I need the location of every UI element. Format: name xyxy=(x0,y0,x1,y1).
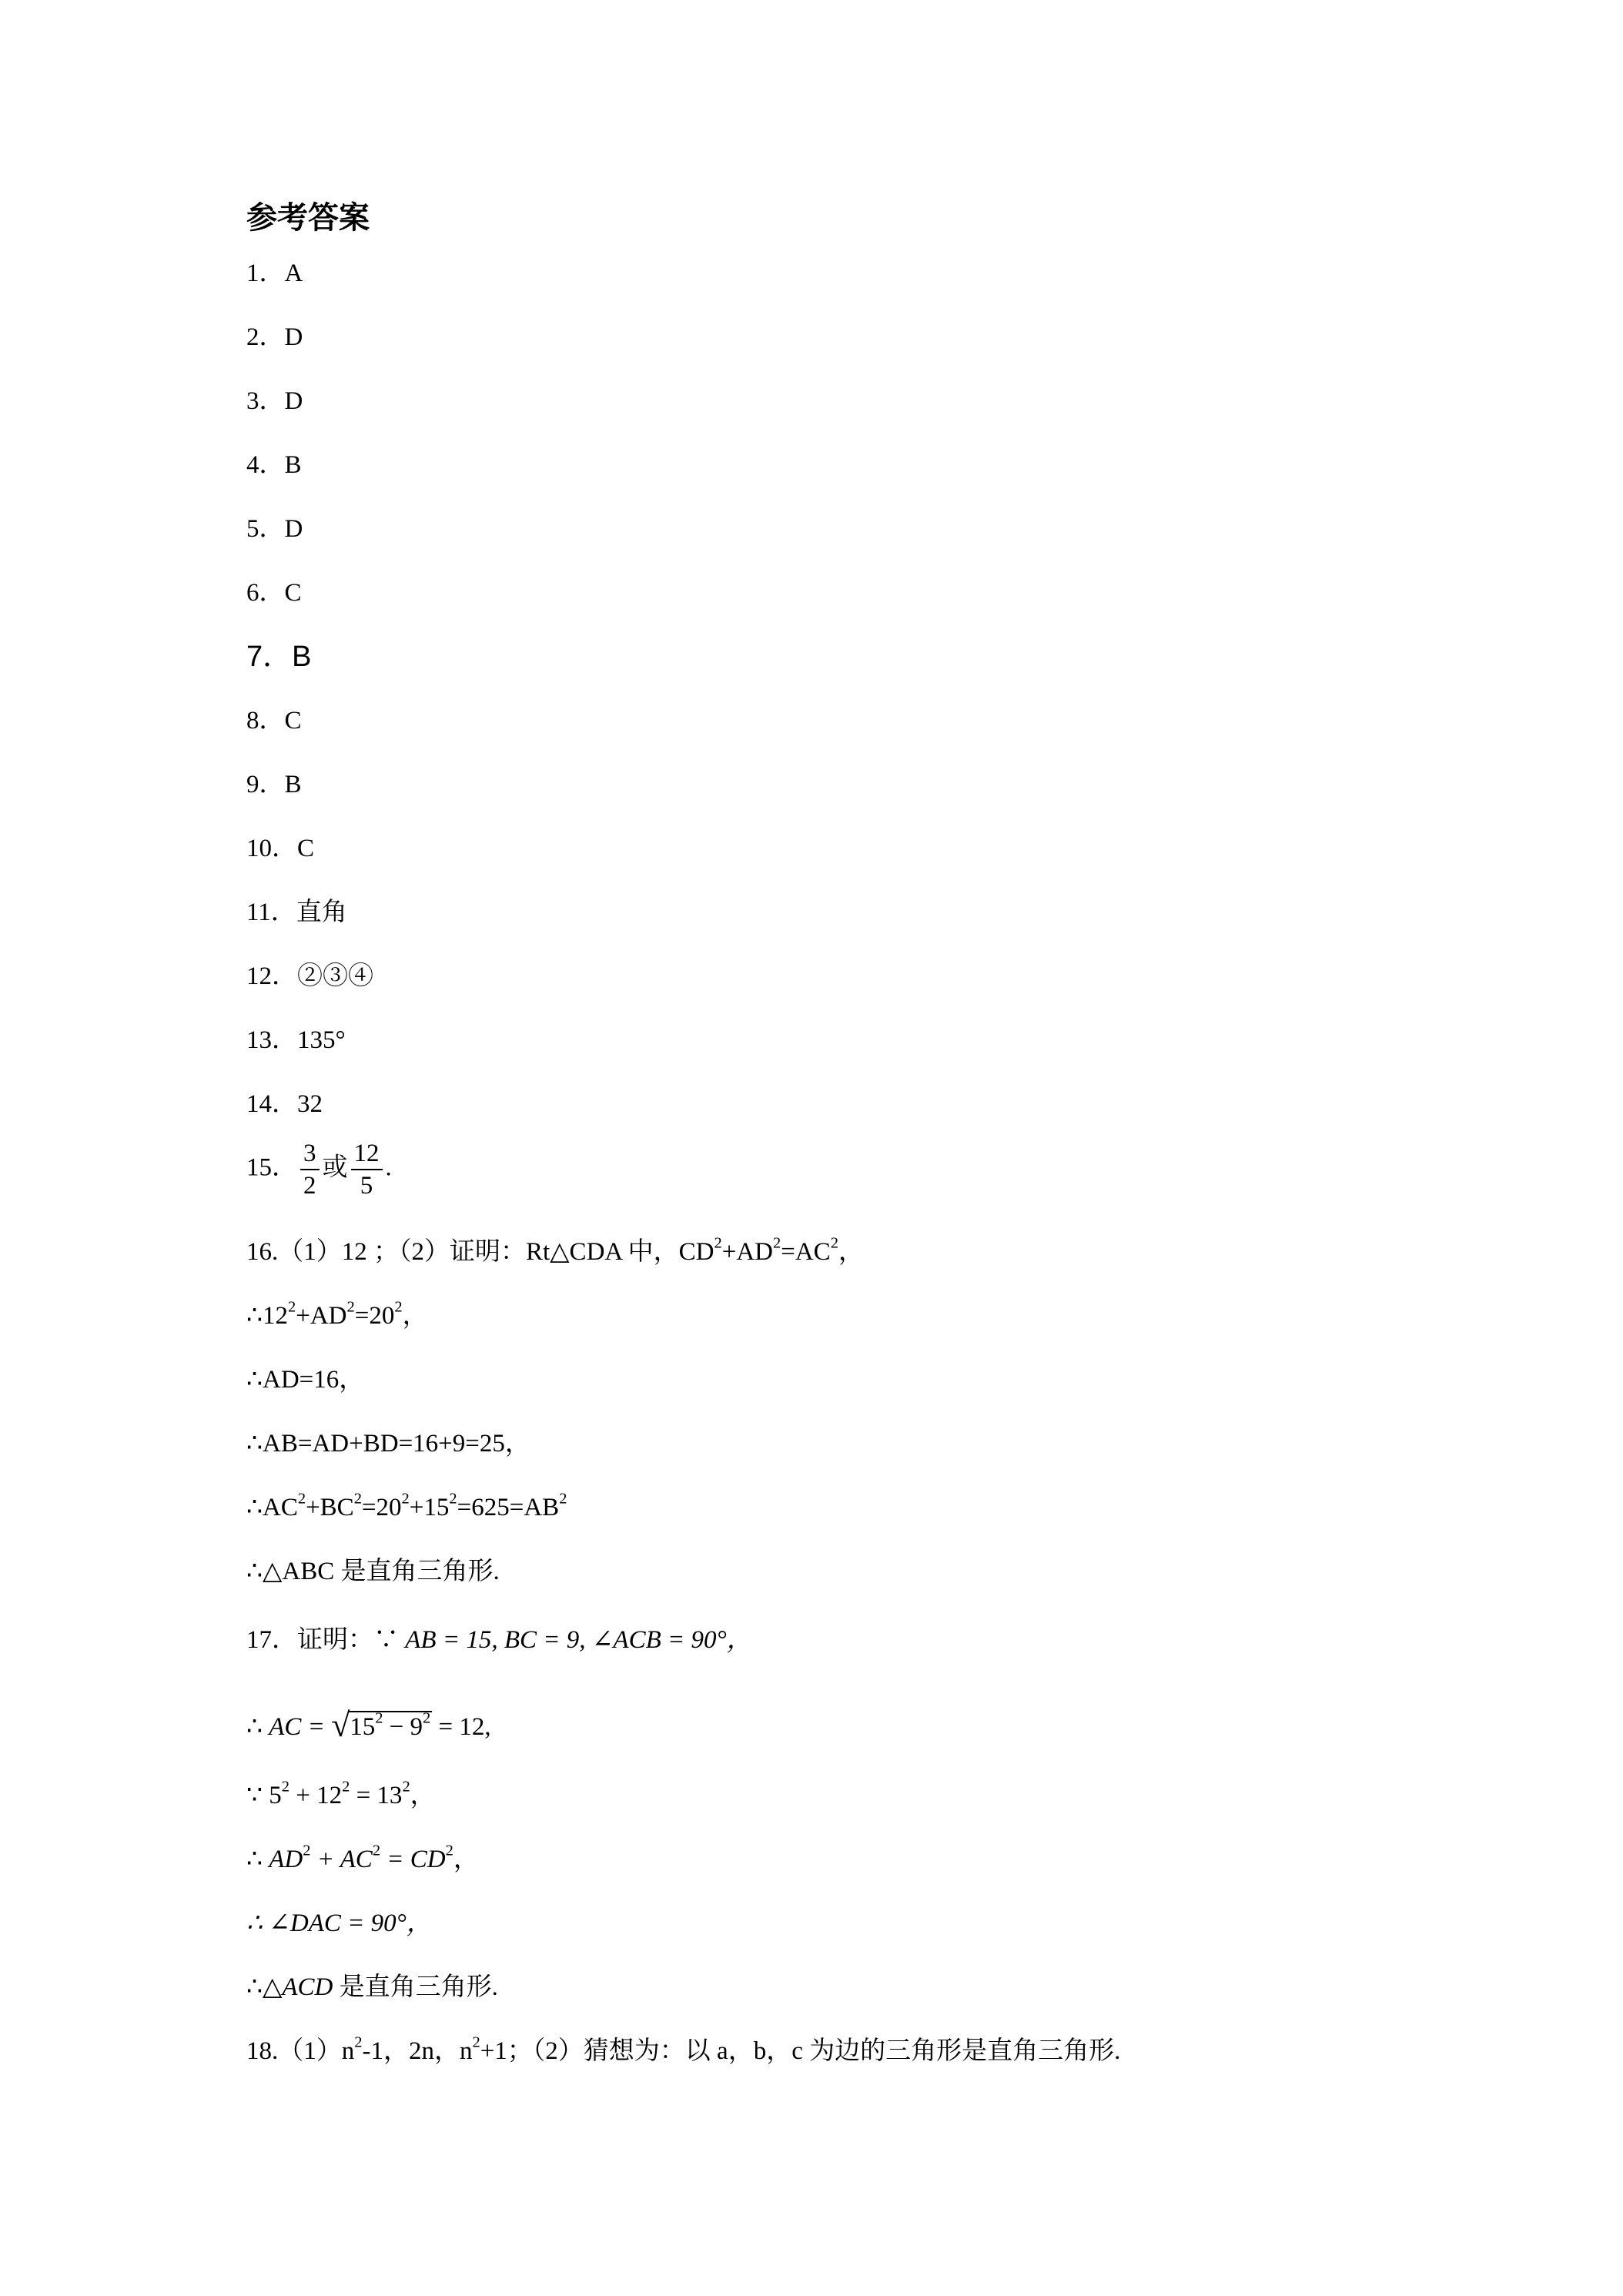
fraction-1-numerator: 3 xyxy=(300,1138,320,1170)
superscript: 2 xyxy=(559,1490,567,1508)
superscript: 2 xyxy=(342,1778,350,1796)
answer-17-line-2 xyxy=(246,1706,491,1744)
q17-text: 17．证明：∵ xyxy=(246,1626,399,1654)
therefore-symbol: ∴ xyxy=(246,1713,263,1741)
answer-16-line-1 xyxy=(246,1234,864,1267)
radicand-a: 15 xyxy=(350,1713,376,1741)
superscript: 2 xyxy=(830,1234,838,1252)
superscript: 2 xyxy=(281,1778,289,1796)
answer-2: 2．D xyxy=(246,323,303,351)
q16-text: ， xyxy=(838,1238,864,1266)
q16-text: =20 xyxy=(354,1302,395,1330)
q16-text: +AD xyxy=(721,1238,774,1266)
answer-16-line-2 xyxy=(246,1300,428,1331)
q16-text: =625=AB xyxy=(457,1494,560,1521)
superscript: 2 xyxy=(472,2033,480,2051)
answer-6: 6．C xyxy=(246,579,302,607)
radicand-b: − 9 xyxy=(383,1713,423,1741)
superscript: 2 xyxy=(288,1298,296,1316)
superscript: 2 xyxy=(401,1490,410,1508)
q17-text: ， xyxy=(453,1846,479,1873)
q18-text: -1，2n，n xyxy=(362,2037,473,2065)
q16-text: +BC xyxy=(306,1494,354,1521)
q17-math: + AC xyxy=(310,1846,373,1873)
fraction-2 xyxy=(351,1138,383,1201)
superscript: 2 xyxy=(353,1490,362,1508)
superscript: 2 xyxy=(423,1709,431,1727)
q17-text: 是直角三角形. xyxy=(333,1973,498,2001)
answer-17-line-6 xyxy=(246,1972,498,2003)
q17-math: AD xyxy=(269,1846,303,1873)
superscript: 2 xyxy=(394,1298,403,1316)
answer-15 xyxy=(246,1138,392,1201)
answer-17-line-1 xyxy=(246,1625,752,1655)
answer-16-line-6: ∴△ABC 是直角三角形. xyxy=(246,1558,500,1585)
answer-17-line-4 xyxy=(246,1844,479,1875)
q17-math: AC = xyxy=(269,1713,325,1741)
q18-text: +1；（2）猜想为：以 a，b，c 为边的三角形是直角三角形. xyxy=(480,2037,1121,2065)
q16-text: ∴12 xyxy=(246,1302,288,1330)
q16-text: =AC xyxy=(781,1238,831,1266)
answer-17-line-5: ∴ ∠DAC = 90°， xyxy=(246,1909,432,1937)
radicand xyxy=(348,1711,432,1742)
superscript: 2 xyxy=(714,1234,722,1252)
q16-text: 16.（1）12 ；（2）证明：Rt△CDA 中，CD xyxy=(246,1238,714,1266)
answer-12: 12．②③④ xyxy=(246,962,373,990)
q16-text: +AD xyxy=(296,1302,347,1330)
answer-16-line-5 xyxy=(246,1492,567,1523)
answer-7: 7．B xyxy=(246,641,312,673)
answer-14: 14．32 xyxy=(246,1090,323,1118)
fraction-1 xyxy=(300,1138,320,1201)
superscript: 2 xyxy=(297,1490,306,1508)
superscript: 2 xyxy=(354,2033,363,2051)
answer-5: 5．D xyxy=(246,515,303,543)
q17-math: = 12, xyxy=(432,1713,491,1741)
answer-17-line-3 xyxy=(246,1780,436,1811)
answer-1: 1．A xyxy=(246,259,303,287)
superscript: 2 xyxy=(303,1842,311,1859)
answer-8: 8．C xyxy=(246,707,302,735)
answer-18 xyxy=(246,2033,1121,2067)
answer-16-line-3: ∴AD=16， xyxy=(246,1366,365,1394)
q18-text: 18.（1）n xyxy=(246,2037,355,2065)
fraction-1-denominator: 2 xyxy=(303,1172,316,1200)
q17-math: ACD xyxy=(282,1973,333,2001)
q16-text: ， xyxy=(402,1302,428,1330)
answer-15-suffix: . xyxy=(385,1153,392,1182)
q17-math: = CD xyxy=(380,1846,446,1873)
answer-11: 11．直角 xyxy=(246,899,347,926)
fraction-2-numerator: 12 xyxy=(351,1138,383,1170)
square-root xyxy=(331,1706,432,1744)
answer-10: 10．C xyxy=(246,835,315,862)
q17-text: ∵ 5 xyxy=(246,1782,282,1809)
page-title: 参考答案 xyxy=(246,200,370,236)
superscript: 2 xyxy=(402,1778,410,1796)
superscript: 2 xyxy=(346,1298,355,1316)
q17-text: ∴△ xyxy=(246,1973,283,2001)
answer-3: 3．D xyxy=(246,387,303,415)
answer-15-prefix: 15． xyxy=(246,1153,297,1182)
q17-text: = 13 xyxy=(350,1782,403,1809)
superscript: 2 xyxy=(372,1842,381,1859)
q17-text: ∴ xyxy=(246,1846,269,1873)
answer-9: 9．B xyxy=(246,771,302,798)
q16-text: =20 xyxy=(361,1494,402,1521)
superscript: 2 xyxy=(773,1234,781,1252)
superscript: 2 xyxy=(445,1842,453,1859)
q16-text: ∴AC xyxy=(246,1494,298,1521)
answer-4: 4．B xyxy=(246,451,302,479)
answer-13: 13．135° xyxy=(246,1026,346,1054)
q17-text: + 12 xyxy=(289,1782,343,1809)
fraction-2-denominator: 5 xyxy=(360,1172,373,1200)
q17-math: AB = 15, BC = 9, ∠ACB = 90°， xyxy=(405,1626,752,1654)
answer-16-line-4: ∴AB=AD+BD=16+9=25， xyxy=(246,1430,530,1458)
q16-text: +15 xyxy=(409,1494,450,1521)
q17-text: ， xyxy=(410,1782,436,1809)
radical-icon: √ xyxy=(331,1706,350,1744)
superscript: 2 xyxy=(449,1490,457,1508)
answer-15-or: 或 xyxy=(322,1153,348,1182)
superscript: 2 xyxy=(375,1709,383,1727)
